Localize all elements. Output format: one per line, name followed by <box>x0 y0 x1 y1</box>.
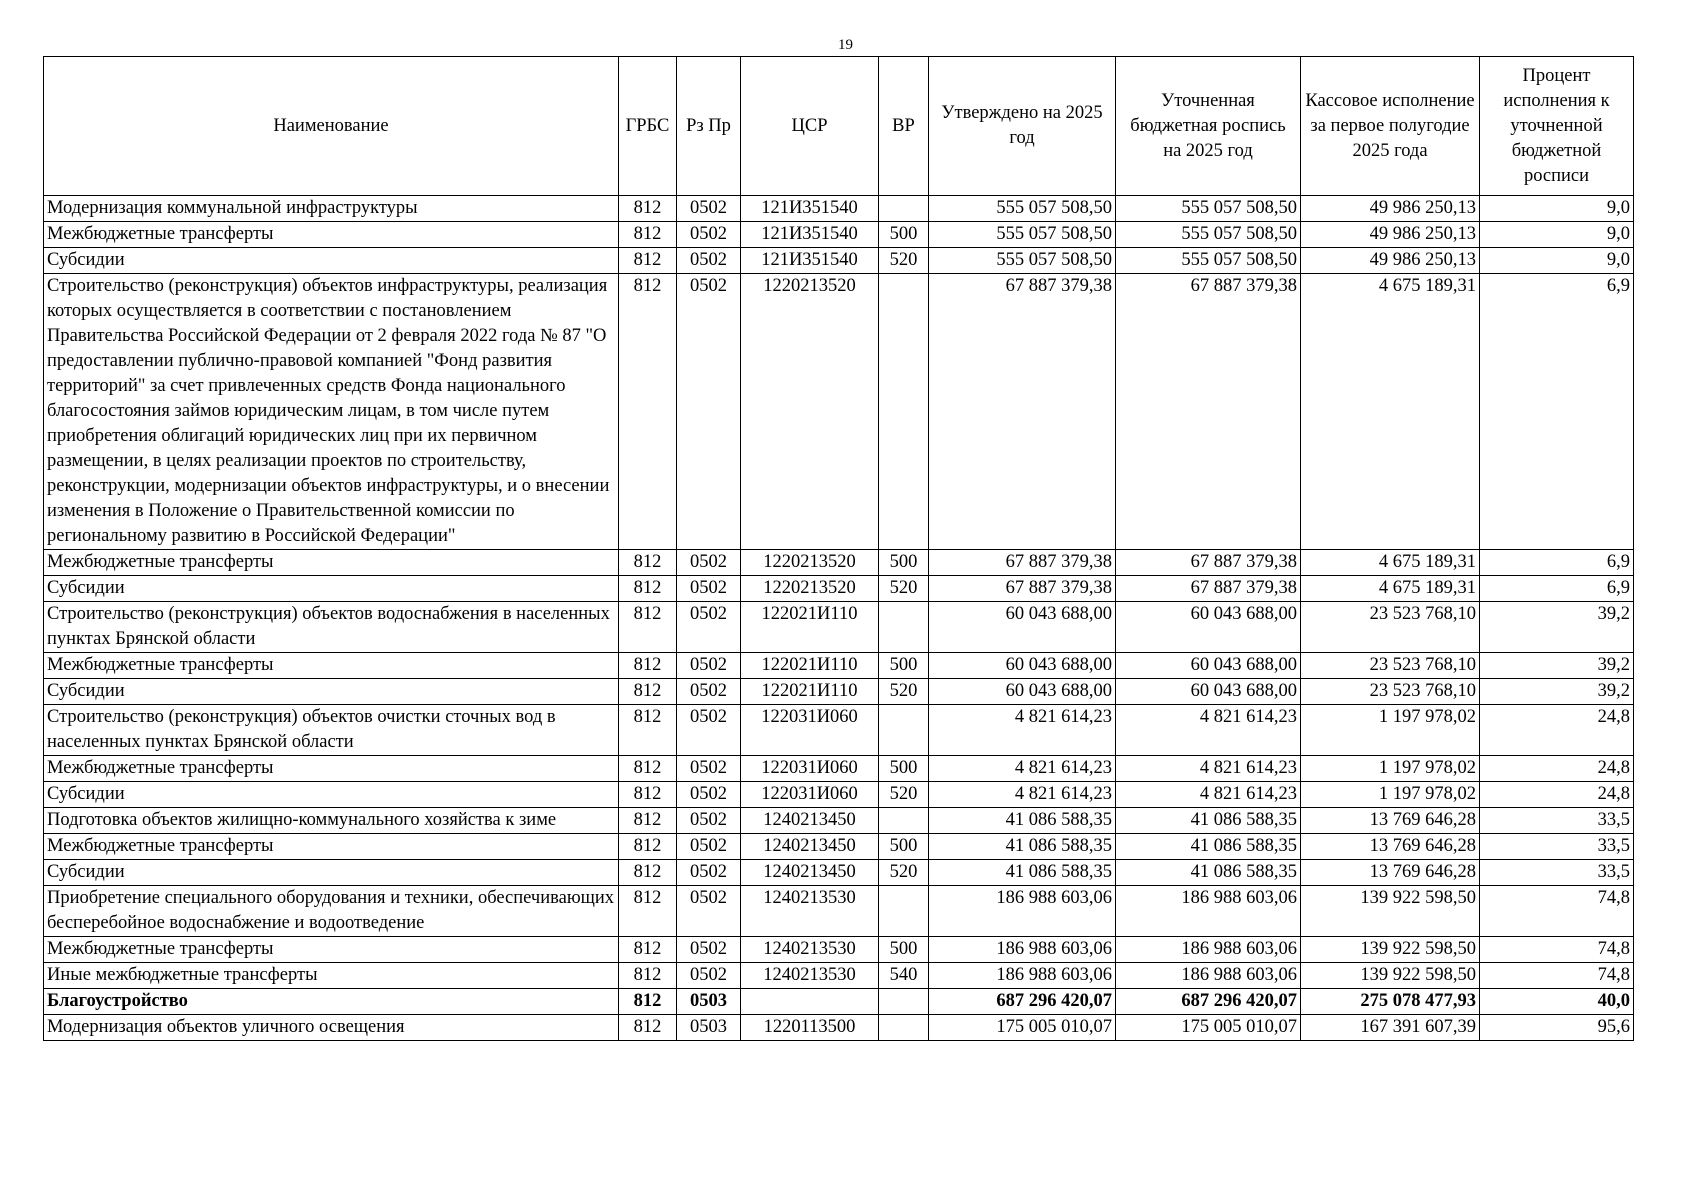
cell-rzpr: 0502 <box>677 705 741 756</box>
cell-grbs: 812 <box>619 1015 677 1041</box>
table-row <box>44 989 1634 1015</box>
cell-percent: 9,0 <box>1480 196 1634 222</box>
cell-csr: 121И351540 <box>741 248 879 274</box>
cell-approved: 41 086 588,35 <box>929 808 1116 834</box>
table-row <box>44 248 1634 274</box>
table-row <box>44 602 1634 653</box>
cell-name: Модернизация коммунальной инфраструктуры <box>44 196 619 222</box>
cell-approved: 60 043 688,00 <box>929 679 1116 705</box>
cell-refined: 175 005 010,07 <box>1116 1015 1301 1041</box>
cell-percent: 40,0 <box>1480 989 1634 1015</box>
cell-name: Межбюджетные трансферты <box>44 756 619 782</box>
cell-vr <box>879 886 929 937</box>
cell-grbs: 812 <box>619 705 677 756</box>
cell-rzpr: 0502 <box>677 653 741 679</box>
cell-name: Межбюджетные трансферты <box>44 653 619 679</box>
cell-approved: 60 043 688,00 <box>929 653 1116 679</box>
cell-grbs: 812 <box>619 602 677 653</box>
cell-csr: 1220213520 <box>741 274 879 550</box>
cell-cash: 4 675 189,31 <box>1301 274 1480 550</box>
table-row <box>44 756 1634 782</box>
cell-vr: 520 <box>879 679 929 705</box>
cell-percent: 9,0 <box>1480 222 1634 248</box>
cell-name: Подготовка объектов жилищно-коммунального хозяйства к зиме <box>44 808 619 834</box>
cell-csr: 122031И060 <box>741 705 879 756</box>
cell-refined: 60 043 688,00 <box>1116 602 1301 653</box>
cell-approved: 41 086 588,35 <box>929 834 1116 860</box>
cell-csr: 1220113500 <box>741 1015 879 1041</box>
cell-name: Межбюджетные трансферты <box>44 550 619 576</box>
cell-vr: 500 <box>879 550 929 576</box>
cell-refined: 41 086 588,35 <box>1116 834 1301 860</box>
cell-csr: 122031И060 <box>741 756 879 782</box>
cell-refined: 186 988 603,06 <box>1116 937 1301 963</box>
cell-name: Субсидии <box>44 248 619 274</box>
table-row <box>44 1015 1634 1041</box>
cell-grbs: 812 <box>619 937 677 963</box>
cell-percent: 39,2 <box>1480 679 1634 705</box>
table-row <box>44 576 1634 602</box>
cell-grbs: 812 <box>619 782 677 808</box>
cell-cash: 49 986 250,13 <box>1301 248 1480 274</box>
cell-approved: 175 005 010,07 <box>929 1015 1116 1041</box>
cell-name: Строительство (реконструкция) объектов очистки сточных вод в населенных пунктах Брянской области <box>44 705 619 756</box>
cell-csr: 121И351540 <box>741 196 879 222</box>
cell-rzpr: 0502 <box>677 602 741 653</box>
cell-cash: 139 922 598,50 <box>1301 963 1480 989</box>
cell-csr: 1240213530 <box>741 886 879 937</box>
cell-percent: 74,8 <box>1480 937 1634 963</box>
cell-cash: 139 922 598,50 <box>1301 886 1480 937</box>
cell-grbs: 812 <box>619 274 677 550</box>
cell-cash: 1 197 978,02 <box>1301 705 1480 756</box>
cell-rzpr: 0502 <box>677 196 741 222</box>
cell-rzpr: 0503 <box>677 989 741 1015</box>
cell-cash: 13 769 646,28 <box>1301 860 1480 886</box>
cell-grbs: 812 <box>619 576 677 602</box>
cell-approved: 186 988 603,06 <box>929 937 1116 963</box>
header-rzpr: Рз Пр <box>677 57 741 196</box>
cell-grbs: 812 <box>619 679 677 705</box>
cell-name: Иные межбюджетные трансферты <box>44 963 619 989</box>
cell-csr: 1240213530 <box>741 937 879 963</box>
table-row <box>44 963 1634 989</box>
table-row <box>44 886 1634 937</box>
cell-refined: 4 821 614,23 <box>1116 782 1301 808</box>
cell-percent: 33,5 <box>1480 834 1634 860</box>
cell-percent: 24,8 <box>1480 705 1634 756</box>
cell-approved: 67 887 379,38 <box>929 576 1116 602</box>
cell-grbs: 812 <box>619 963 677 989</box>
cell-grbs: 812 <box>619 886 677 937</box>
cell-vr: 500 <box>879 834 929 860</box>
cell-vr: 500 <box>879 222 929 248</box>
cell-percent: 6,9 <box>1480 550 1634 576</box>
cell-vr <box>879 602 929 653</box>
cell-cash: 139 922 598,50 <box>1301 937 1480 963</box>
cell-grbs: 812 <box>619 989 677 1015</box>
cell-percent: 74,8 <box>1480 963 1634 989</box>
cell-rzpr: 0503 <box>677 1015 741 1041</box>
cell-name: Строительство (реконструкция) объектов инфраструктуры, реализация которых осуществляется в соответствии с постановлением Правительства Российской Федерации от 2 февраля 2022 года № 87 "О предоставлении публично-правовой компанией "Фонд развития территорий" за счет привлеченных средств Фонда национального благосостояния займов юридическим лицам, в том числе путем приобретения облигаций юридических лиц при их первичном размещении, в целях реализации проектов по строительству, реконструкции, модернизации объектов инфраструктуры, и о внесении изменения в Положение о Правительственной комиссии по региональному развитию в Российской Федерации" <box>44 274 619 550</box>
header-grbs: ГРБС <box>619 57 677 196</box>
budget-table <box>43 56 1634 1041</box>
cell-approved: 687 296 420,07 <box>929 989 1116 1015</box>
cell-percent: 95,6 <box>1480 1015 1634 1041</box>
cell-percent: 6,9 <box>1480 576 1634 602</box>
header-percent: Процент исполнения к уточненной бюджетной росписи <box>1480 57 1634 196</box>
cell-approved: 555 057 508,50 <box>929 222 1116 248</box>
cell-name: Субсидии <box>44 860 619 886</box>
cell-vr: 500 <box>879 756 929 782</box>
cell-name: Межбюджетные трансферты <box>44 937 619 963</box>
table-body <box>44 196 1634 1041</box>
cell-rzpr: 0502 <box>677 679 741 705</box>
cell-cash: 275 078 477,93 <box>1301 989 1480 1015</box>
cell-rzpr: 0502 <box>677 222 741 248</box>
cell-approved: 67 887 379,38 <box>929 550 1116 576</box>
cell-rzpr: 0502 <box>677 963 741 989</box>
cell-refined: 555 057 508,50 <box>1116 248 1301 274</box>
cell-cash: 4 675 189,31 <box>1301 576 1480 602</box>
cell-vr <box>879 274 929 550</box>
cell-percent: 9,0 <box>1480 248 1634 274</box>
cell-approved: 186 988 603,06 <box>929 963 1116 989</box>
cell-percent: 39,2 <box>1480 602 1634 653</box>
cell-refined: 186 988 603,06 <box>1116 963 1301 989</box>
cell-cash: 1 197 978,02 <box>1301 782 1480 808</box>
cell-refined: 4 821 614,23 <box>1116 705 1301 756</box>
cell-cash: 167 391 607,39 <box>1301 1015 1480 1041</box>
cell-refined: 41 086 588,35 <box>1116 860 1301 886</box>
cell-percent: 24,8 <box>1480 756 1634 782</box>
cell-vr: 540 <box>879 963 929 989</box>
cell-csr: 1240213450 <box>741 808 879 834</box>
table-row <box>44 937 1634 963</box>
cell-rzpr: 0502 <box>677 937 741 963</box>
cell-rzpr: 0502 <box>677 808 741 834</box>
cell-rzpr: 0502 <box>677 860 741 886</box>
table-row <box>44 705 1634 756</box>
table-row <box>44 808 1634 834</box>
cell-csr: 122021И110 <box>741 602 879 653</box>
table-row <box>44 860 1634 886</box>
cell-percent: 74,8 <box>1480 886 1634 937</box>
cell-name: Модернизация объектов уличного освещения <box>44 1015 619 1041</box>
header-vr: ВР <box>879 57 929 196</box>
cell-grbs: 812 <box>619 808 677 834</box>
cell-cash: 1 197 978,02 <box>1301 756 1480 782</box>
cell-name: Благоустройство <box>44 989 619 1015</box>
cell-csr: 122021И110 <box>741 653 879 679</box>
table-row <box>44 274 1634 550</box>
cell-name: Строительство (реконструкция) объектов водоснабжения в населенных пунктах Брянской области <box>44 602 619 653</box>
cell-percent: 33,5 <box>1480 808 1634 834</box>
cell-name: Межбюджетные трансферты <box>44 834 619 860</box>
cell-percent: 24,8 <box>1480 782 1634 808</box>
header-refined: Уточненная бюджетная роспись на 2025 год <box>1116 57 1301 196</box>
cell-approved: 4 821 614,23 <box>929 705 1116 756</box>
cell-cash: 13 769 646,28 <box>1301 808 1480 834</box>
cell-rzpr: 0502 <box>677 886 741 937</box>
cell-name: Субсидии <box>44 782 619 808</box>
cell-percent: 33,5 <box>1480 860 1634 886</box>
cell-refined: 555 057 508,50 <box>1116 196 1301 222</box>
cell-vr: 500 <box>879 937 929 963</box>
cell-approved: 41 086 588,35 <box>929 860 1116 886</box>
cell-rzpr: 0502 <box>677 248 741 274</box>
cell-approved: 186 988 603,06 <box>929 886 1116 937</box>
cell-rzpr: 0502 <box>677 550 741 576</box>
cell-refined: 41 086 588,35 <box>1116 808 1301 834</box>
page-number: 19 <box>838 37 853 53</box>
cell-csr: 122031И060 <box>741 782 879 808</box>
cell-csr: 1240213450 <box>741 834 879 860</box>
cell-percent: 39,2 <box>1480 653 1634 679</box>
cell-rzpr: 0502 <box>677 756 741 782</box>
cell-vr <box>879 196 929 222</box>
cell-rzpr: 0502 <box>677 576 741 602</box>
cell-refined: 67 887 379,38 <box>1116 576 1301 602</box>
cell-csr: 1220213520 <box>741 550 879 576</box>
cell-cash: 23 523 768,10 <box>1301 653 1480 679</box>
cell-csr: 122021И110 <box>741 679 879 705</box>
cell-vr: 520 <box>879 248 929 274</box>
cell-name: Субсидии <box>44 679 619 705</box>
cell-cash: 13 769 646,28 <box>1301 834 1480 860</box>
cell-rzpr: 0502 <box>677 274 741 550</box>
cell-refined: 186 988 603,06 <box>1116 886 1301 937</box>
cell-refined: 60 043 688,00 <box>1116 653 1301 679</box>
table-row <box>44 782 1634 808</box>
cell-name: Межбюджетные трансферты <box>44 222 619 248</box>
cell-refined: 555 057 508,50 <box>1116 222 1301 248</box>
cell-name: Приобретение специального оборудования и техники, обеспечивающих бесперебойное водоснабжение и водоотведение <box>44 886 619 937</box>
cell-vr <box>879 808 929 834</box>
header-csr: ЦСР <box>741 57 879 196</box>
cell-vr: 500 <box>879 653 929 679</box>
header-name: Наименование <box>44 57 619 196</box>
cell-rzpr: 0502 <box>677 834 741 860</box>
cell-vr: 520 <box>879 782 929 808</box>
cell-grbs: 812 <box>619 653 677 679</box>
cell-vr <box>879 1015 929 1041</box>
cell-cash: 49 986 250,13 <box>1301 222 1480 248</box>
cell-csr: 1240213530 <box>741 963 879 989</box>
header-approved: Утверждено на 2025 год <box>929 57 1116 196</box>
cell-refined: 67 887 379,38 <box>1116 274 1301 550</box>
cell-percent: 6,9 <box>1480 274 1634 550</box>
cell-cash: 4 675 189,31 <box>1301 550 1480 576</box>
cell-grbs: 812 <box>619 860 677 886</box>
cell-name: Субсидии <box>44 576 619 602</box>
table-header-row <box>44 57 1634 196</box>
cell-refined: 67 887 379,38 <box>1116 550 1301 576</box>
table-row <box>44 196 1634 222</box>
cell-vr <box>879 705 929 756</box>
cell-approved: 67 887 379,38 <box>929 274 1116 550</box>
cell-refined: 687 296 420,07 <box>1116 989 1301 1015</box>
cell-rzpr: 0502 <box>677 782 741 808</box>
table-row <box>44 653 1634 679</box>
cell-csr: 121И351540 <box>741 222 879 248</box>
cell-grbs: 812 <box>619 222 677 248</box>
cell-grbs: 812 <box>619 196 677 222</box>
cell-vr: 520 <box>879 576 929 602</box>
cell-cash: 23 523 768,10 <box>1301 679 1480 705</box>
cell-refined: 60 043 688,00 <box>1116 679 1301 705</box>
cell-grbs: 812 <box>619 550 677 576</box>
table-row <box>44 550 1634 576</box>
cell-csr <box>741 989 879 1015</box>
table-row <box>44 222 1634 248</box>
cell-cash: 23 523 768,10 <box>1301 602 1480 653</box>
cell-vr: 520 <box>879 860 929 886</box>
cell-approved: 4 821 614,23 <box>929 782 1116 808</box>
cell-grbs: 812 <box>619 248 677 274</box>
cell-grbs: 812 <box>619 834 677 860</box>
cell-approved: 60 043 688,00 <box>929 602 1116 653</box>
cell-cash: 49 986 250,13 <box>1301 196 1480 222</box>
cell-refined: 4 821 614,23 <box>1116 756 1301 782</box>
cell-csr: 1220213520 <box>741 576 879 602</box>
cell-approved: 4 821 614,23 <box>929 756 1116 782</box>
header-cash: Кассовое исполнение за первое полугодие 2025 года <box>1301 57 1480 196</box>
cell-approved: 555 057 508,50 <box>929 248 1116 274</box>
cell-vr <box>879 989 929 1015</box>
table-row <box>44 834 1634 860</box>
cell-grbs: 812 <box>619 756 677 782</box>
table-row <box>44 679 1634 705</box>
cell-csr: 1240213450 <box>741 860 879 886</box>
cell-approved: 555 057 508,50 <box>929 196 1116 222</box>
